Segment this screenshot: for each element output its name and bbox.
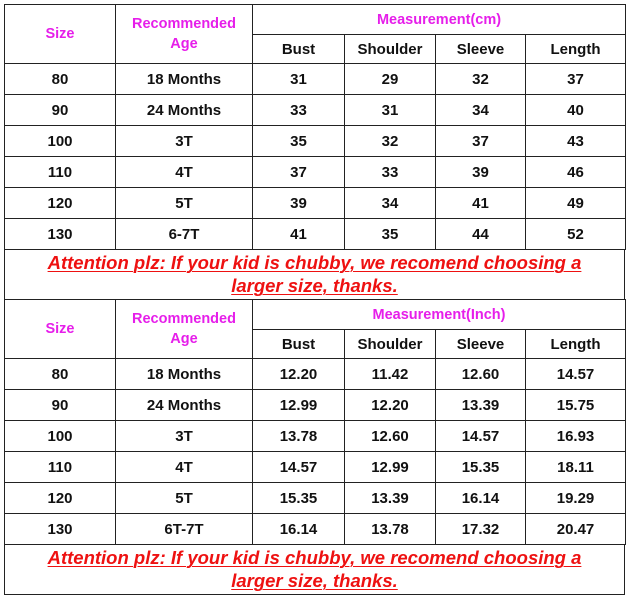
attention-note-cm — [4, 250, 625, 299]
table-row — [5, 483, 626, 514]
shoulder-cell: 11.42 — [345, 359, 436, 390]
table-row — [5, 390, 626, 421]
bust-cell: 33 — [253, 95, 345, 126]
size-header: Size — [5, 300, 116, 359]
measurement-header: Measurement(cm) — [253, 5, 626, 35]
age-header-line1: Recommended — [132, 311, 236, 327]
table-row — [5, 95, 626, 126]
attention-note-line2: larger size, thanks. — [231, 275, 398, 296]
shoulder-cell: 31 — [345, 95, 436, 126]
sleeve-header: Sleeve — [436, 330, 526, 359]
shoulder-cell: 29 — [345, 64, 436, 95]
age-cell: 6-7T — [116, 219, 253, 250]
size-cell: 110 — [5, 452, 116, 483]
age-cell: 6T-7T — [116, 514, 253, 545]
age-cell: 18 Months — [116, 64, 253, 95]
length-cell: 15.75 — [526, 390, 626, 421]
size-cell: 130 — [5, 219, 116, 250]
bust-cell: 35 — [253, 126, 345, 157]
table-row — [5, 421, 626, 452]
shoulder-cell: 13.39 — [345, 483, 436, 514]
length-cell: 52 — [526, 219, 626, 250]
sleeve-cell: 15.35 — [436, 452, 526, 483]
header-row — [5, 300, 626, 330]
attention-note-line1: Attention plz: If your kid is chubby, we recomend choosing a — [47, 252, 582, 273]
length-cell: 20.47 — [526, 514, 626, 545]
table-row — [5, 188, 626, 219]
age-cell: 24 Months — [116, 390, 253, 421]
sleeve-cell: 14.57 — [436, 421, 526, 452]
length-cell: 43 — [526, 126, 626, 157]
shoulder-cell: 13.78 — [345, 514, 436, 545]
size-cell: 100 — [5, 126, 116, 157]
sleeve-cell: 34 — [436, 95, 526, 126]
length-cell: 16.93 — [526, 421, 626, 452]
sleeve-cell: 16.14 — [436, 483, 526, 514]
size-cell: 90 — [5, 390, 116, 421]
shoulder-header: Shoulder — [345, 330, 436, 359]
sleeve-cell: 32 — [436, 64, 526, 95]
bust-cell: 41 — [253, 219, 345, 250]
size-cell: 90 — [5, 95, 116, 126]
bust-header: Bust — [253, 330, 345, 359]
attention-note-line2: larger size, thanks. — [231, 570, 398, 591]
attention-note-line1: Attention plz: If your kid is chubby, we recomend choosing a — [47, 547, 582, 568]
bust-cell: 37 — [253, 157, 345, 188]
sleeve-cell: 13.39 — [436, 390, 526, 421]
shoulder-cell: 34 — [345, 188, 436, 219]
header-row — [5, 5, 626, 35]
bust-cell: 12.20 — [253, 359, 345, 390]
shoulder-header: Shoulder — [345, 35, 436, 64]
recommended-age-header — [116, 5, 253, 64]
length-header: Length — [526, 330, 626, 359]
table-row — [5, 64, 626, 95]
bust-cell: 31 — [253, 64, 345, 95]
bust-cell: 13.78 — [253, 421, 345, 452]
age-cell: 4T — [116, 157, 253, 188]
length-cell: 18.11 — [526, 452, 626, 483]
length-cell: 19.29 — [526, 483, 626, 514]
length-header: Length — [526, 35, 626, 64]
sleeve-cell: 12.60 — [436, 359, 526, 390]
recommended-age-header — [116, 300, 253, 359]
size-cell: 120 — [5, 188, 116, 219]
length-cell: 49 — [526, 188, 626, 219]
shoulder-cell: 33 — [345, 157, 436, 188]
size-chart — [4, 4, 625, 595]
bust-cell: 12.99 — [253, 390, 345, 421]
age-header-line1: Recommended — [132, 16, 236, 32]
shoulder-cell: 32 — [345, 126, 436, 157]
sleeve-header: Sleeve — [436, 35, 526, 64]
age-cell: 18 Months — [116, 359, 253, 390]
bust-cell: 16.14 — [253, 514, 345, 545]
table-row — [5, 514, 626, 545]
age-header-line2: Age — [170, 331, 198, 347]
sleeve-cell: 44 — [436, 219, 526, 250]
age-header-line2: Age — [170, 36, 198, 52]
table-row — [5, 126, 626, 157]
attention-note-inch — [4, 545, 625, 595]
measurement-header: Measurement(Inch) — [253, 300, 626, 330]
age-cell: 3T — [116, 421, 253, 452]
sleeve-cell: 17.32 — [436, 514, 526, 545]
size-table-cm — [4, 4, 626, 250]
table-row — [5, 219, 626, 250]
bust-cell: 15.35 — [253, 483, 345, 514]
size-table-inch — [4, 299, 626, 545]
size-cell: 80 — [5, 64, 116, 95]
size-header: Size — [5, 5, 116, 64]
shoulder-cell: 35 — [345, 219, 436, 250]
size-cell: 80 — [5, 359, 116, 390]
age-cell: 5T — [116, 188, 253, 219]
age-cell: 3T — [116, 126, 253, 157]
size-cell: 100 — [5, 421, 116, 452]
shoulder-cell: 12.60 — [345, 421, 436, 452]
bust-cell: 39 — [253, 188, 345, 219]
shoulder-cell: 12.20 — [345, 390, 436, 421]
age-cell: 5T — [116, 483, 253, 514]
length-cell: 37 — [526, 64, 626, 95]
sleeve-cell: 39 — [436, 157, 526, 188]
shoulder-cell: 12.99 — [345, 452, 436, 483]
sleeve-cell: 41 — [436, 188, 526, 219]
bust-cell: 14.57 — [253, 452, 345, 483]
size-cell: 120 — [5, 483, 116, 514]
age-cell: 24 Months — [116, 95, 253, 126]
table-row — [5, 157, 626, 188]
size-cell: 110 — [5, 157, 116, 188]
sleeve-cell: 37 — [436, 126, 526, 157]
length-cell: 46 — [526, 157, 626, 188]
length-cell: 14.57 — [526, 359, 626, 390]
table-row — [5, 359, 626, 390]
table-row — [5, 452, 626, 483]
size-cell: 130 — [5, 514, 116, 545]
length-cell: 40 — [526, 95, 626, 126]
bust-header: Bust — [253, 35, 345, 64]
age-cell: 4T — [116, 452, 253, 483]
